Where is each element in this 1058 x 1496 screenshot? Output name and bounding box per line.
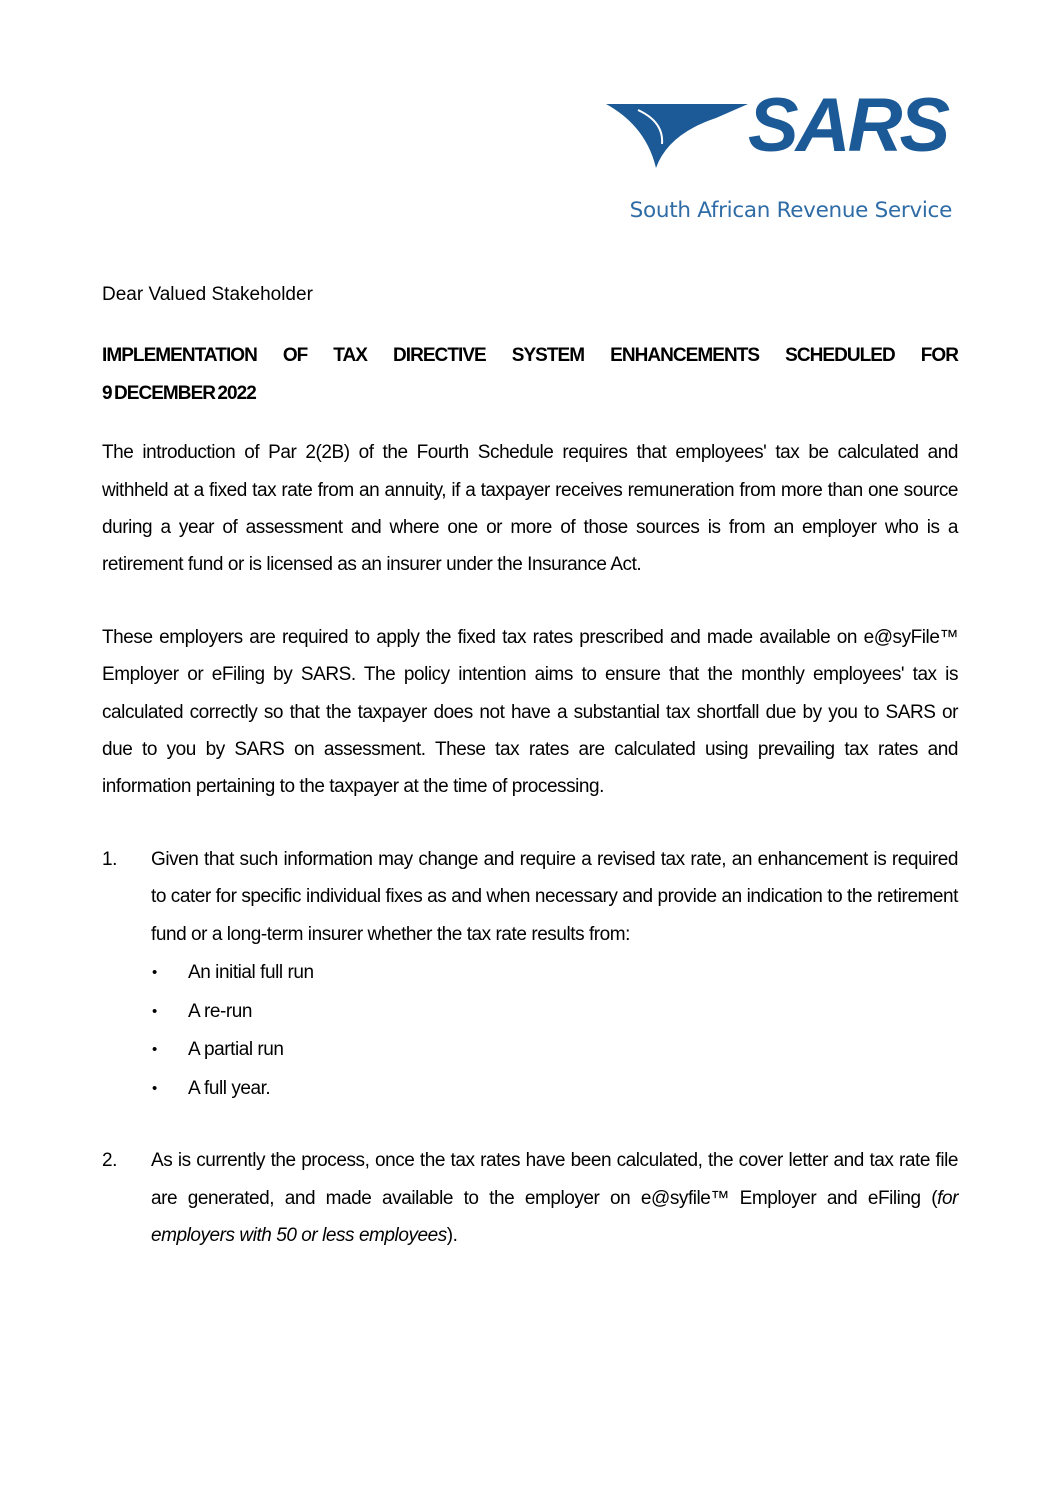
item-text: As is currently the process, once the tax rates have been calculated, the cover letter and tax rate file are generated, and made available to the employer on e@syfile™ Employer and eFiling (for employers with 50 or less employees). [151,1150,958,1246]
heading-line-1: IMPLEMENTATION OF TAX DIRECTIVE SYSTEM ENHANCEMENTS SCHEDULED FOR [102,345,958,367]
sars-tagline: South African Revenue Service [629,198,952,223]
bullet-list [151,954,958,1108]
sars-logo [598,83,958,236]
bullet-icon: • [152,964,157,982]
salutation: Dear Valued Stakeholder [102,284,313,305]
letter-heading [102,337,958,412]
heading-line-2: 9 DECEMBER 2022 [102,382,256,404]
sars-chevron-icon [598,96,758,176]
list-item: • An initial full run [151,954,958,993]
bullet-icon: • [152,1002,157,1020]
bullet-icon: • [152,1041,157,1059]
numbered-item-2 [102,1142,958,1254]
paragraph-employers: These employers are required to apply the fixed tax rates prescribed and made available on e@syFile™ Employer or eFiling by SARS. The policy intention aims to ensure that the monthly employees' tax is calculated correctly so that the taxpayer does not have a substantial tax shortfall due by you to SARS or due to you by SARS on assessment. These tax rates are calculated using prevailing tax rates and information pertaining to the taxpayer at the time of processing. [102,626,958,798]
item-text: Given that such information may change and require a revised tax rate, an enhancement is required to cater for specific individual fixes as and when necessary and provide an indication to the retirement fund or a long-term insurer whether the tax rate results from: [151,848,958,945]
paragraph-intro: The introduction of Par 2(2B) of the Fourth Schedule requires that employees' tax be calculated and withheld at a fixed tax rate from an annuity, if a taxpayer receives remuneration from more than one source during a year of assessment and where one or more of those sources is from an employer who is a retirement fund or is licensed as an insurer under the Insurance Act. [102,442,958,576]
item-number: 2. [102,1150,117,1172]
numbered-item-1 [102,841,958,1108]
list-item: • A re-run [151,993,958,1032]
item-number: 1. [102,848,117,870]
bullet-icon: • [152,1079,157,1097]
sars-wordmark: SARS [748,83,948,168]
letter-body [102,276,958,1254]
italic-note: for employers with 50 or less employees [151,1187,958,1246]
list-item: • A full year. [151,1070,958,1109]
list-item: • A partial run [151,1031,958,1070]
